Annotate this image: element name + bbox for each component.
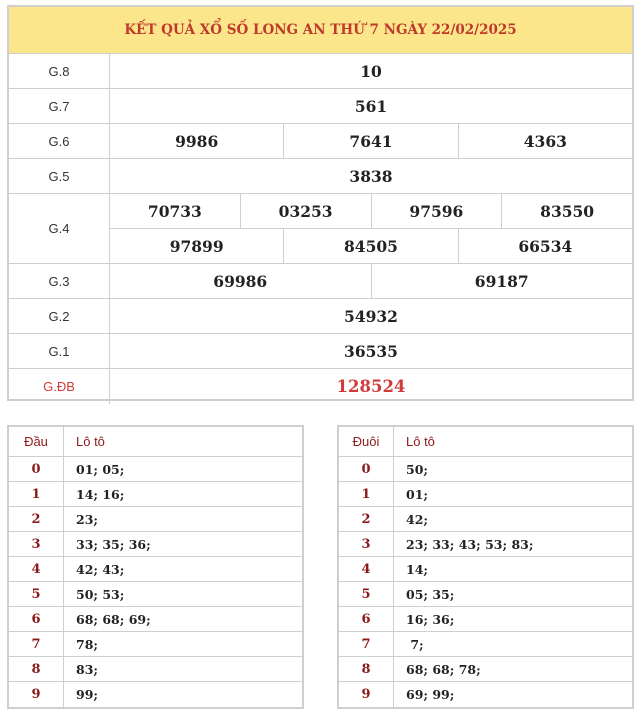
prize-label: G.8 [9,54,110,88]
header-val: Lô tô [76,434,105,449]
prize-number: 70733 [147,201,202,221]
row-key: 4 [9,557,64,581]
row-key: 9 [339,682,394,707]
header-val: Lô tô [406,434,435,449]
row-key: 5 [339,582,394,606]
table-row [9,557,302,582]
special-prize-number: 128524 [336,377,406,396]
row-key: 0 [339,457,394,481]
table-row [9,507,302,532]
prize-row-g7 [9,89,632,124]
prize-number: 97596 [371,194,502,228]
table-row [339,557,632,582]
row-values: 23; [76,511,99,527]
prize-label: G.5 [9,159,110,193]
prize-number: 69986 [213,271,268,291]
prize-label: G.1 [9,334,110,368]
prize-number: 84505 [283,229,457,263]
prize-number: 36535 [344,341,398,361]
row-key: 6 [339,607,394,631]
table-row [9,482,302,507]
prize-number: 69187 [371,264,633,298]
table-row [339,532,632,557]
prize-number: 4363 [458,124,632,158]
prize-label: G.2 [9,299,110,333]
row-values: 83; [76,661,99,677]
table-row [339,457,632,482]
row-key: 2 [9,507,64,531]
table-row [339,482,632,507]
row-key: 8 [339,657,394,681]
prize-row-g8 [9,54,632,89]
prize-number: 03253 [240,194,371,228]
prize-number: 10 [360,61,382,81]
row-key: 9 [9,682,64,707]
table-row [339,682,632,707]
row-key: 0 [9,457,64,481]
prize-number: 54932 [344,306,398,326]
prize-label: G.6 [9,124,110,158]
table-row [9,457,302,482]
table-header [9,427,302,457]
prize-row-g3 [9,264,632,299]
prize-label: G.ĐB [9,369,110,404]
row-key: 2 [339,507,394,531]
table-row [9,657,302,682]
row-values: 78; [76,636,99,652]
row-values: 14; 16; [76,486,125,502]
row-values: 42; 43; [76,561,125,577]
row-values: 69; 99; [406,687,455,702]
row-values: 68; 68; 69; [76,611,151,627]
row-key: 6 [9,607,64,631]
prize-row-g1 [9,334,632,369]
row-values: 23; 33; 43; 53; 83; [406,536,534,552]
table-row [9,582,302,607]
header-key: Đầu [9,427,64,456]
prize-label: G.4 [9,194,110,263]
row-values: 01; [406,486,429,502]
row-values: 7; [406,636,424,652]
table-row [9,632,302,657]
row-key: 3 [9,532,64,556]
row-values: 33; 35; 36; [76,536,151,552]
row-values: 50; 53; [76,586,125,602]
prize-number: 9986 [175,131,219,151]
prize-number: 561 [354,96,388,116]
dau-loto-table [7,425,304,709]
table-row [9,532,302,557]
prize-row-special [9,369,632,404]
prize-row-g6 [9,124,632,159]
prize-number: 3838 [349,166,393,186]
row-values: 16; 36; [406,611,455,627]
row-key: 4 [339,557,394,581]
row-key: 8 [9,657,64,681]
duoi-loto-table [337,425,634,709]
row-key: 7 [9,632,64,656]
prize-label: G.3 [9,264,110,298]
results-table [7,5,634,401]
table-row [339,507,632,532]
row-values: 50; [406,461,429,477]
prize-number: 7641 [283,124,457,158]
prize-number: 83550 [501,194,632,228]
row-key: 5 [9,582,64,606]
prize-number: 97899 [169,236,224,256]
row-key: 1 [9,482,64,506]
prize-row-g5 [9,159,632,194]
results-title: KẾT QUẢ XỔ SỐ LONG AN THỨ 7 NGÀY 22/02/2025 [9,7,632,54]
row-key: 3 [339,532,394,556]
row-values: 14; [406,561,429,577]
row-values: 01; 05; [76,461,125,477]
row-values: 99; [76,687,99,702]
table-row [9,682,302,707]
row-values: 68; 68; 78; [406,661,481,677]
prize-number: 66534 [458,229,632,263]
row-key: 7 [339,632,394,656]
prize-label: G.7 [9,89,110,123]
prize-row-g2 [9,299,632,334]
table-row [9,607,302,632]
row-key: 1 [339,482,394,506]
row-values: 42; [406,511,429,527]
prize-row-g4 [9,194,632,264]
table-row [339,607,632,632]
table-row [339,632,632,657]
header-key: Đuôi [339,427,394,456]
table-header [339,427,632,457]
row-values: 05; 35; [406,586,455,602]
table-row [339,657,632,682]
table-row [339,582,632,607]
